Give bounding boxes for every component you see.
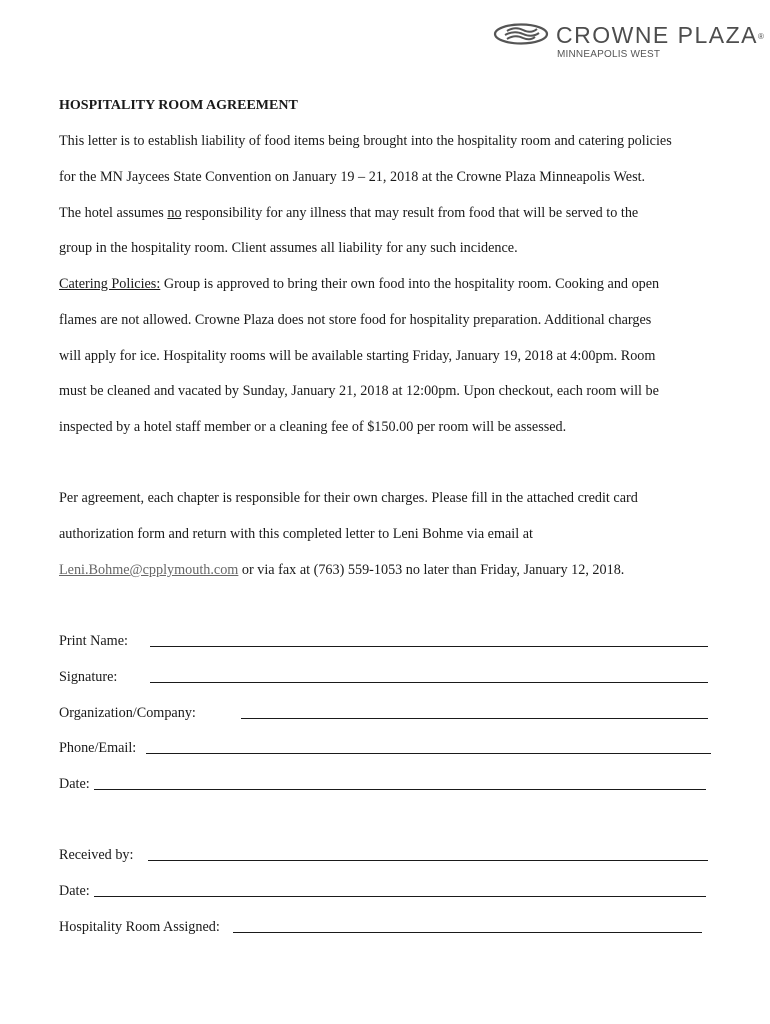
catering-line2: flames are not allowed. Crowne Plaza does not store food for hospitality preparation. Additional charges (59, 312, 652, 328)
email-link[interactable]: Leni.Bohme@cpplymouth.com (59, 562, 239, 578)
logo-brand-name: CROWNE PLAZA® (556, 22, 764, 48)
catering-line3: will apply for ice. Hospitality rooms will be available starting Friday, January 19, 2018 at 4:00pm. Room (59, 348, 656, 364)
phone-email-line[interactable] (146, 753, 711, 754)
crowne-plaza-emblem-icon (493, 23, 549, 45)
paragraph2-line1: The hotel assumes no responsibility for any illness that may result from food that will be served to the (59, 205, 639, 221)
date-label: Date: (59, 776, 90, 792)
room-assigned-line[interactable] (233, 932, 702, 933)
print-name-line[interactable] (150, 646, 708, 647)
signature-label: Signature: (59, 669, 118, 685)
agreement-line1: Per agreement, each chapter is responsible for their own charges. Please fill in the attached credit card (59, 490, 638, 506)
date-line[interactable] (94, 789, 706, 790)
catering-line4: must be cleaned and vacated by Sunday, January 21, 2018 at 12:00pm. Upon checkout, each room will be (59, 383, 659, 399)
print-name-label: Print Name: (59, 633, 128, 649)
agreement-line3: Leni.Bohme@cpplymouth.com or via fax at (763) 559-1053 no later than Friday, January 12, 2018. (59, 562, 625, 578)
received-by-line[interactable] (148, 860, 708, 861)
room-assigned-label: Hospitality Room Assigned: (59, 919, 220, 935)
paragraph1-line2: for the MN Jaycees State Convention on January 19 – 21, 2018 at the Crowne Plaza Minneapolis West. (59, 169, 646, 185)
organization-line[interactable] (241, 718, 708, 719)
document-title: HOSPITALITY ROOM AGREEMENT (59, 98, 298, 113)
catering-line1: Catering Policies: Group is approved to bring their own food into the hospitality room. Cooking and open (59, 276, 660, 292)
date2-line[interactable] (94, 896, 706, 897)
organization-label: Organization/Company: (59, 705, 196, 721)
crowne-plaza-logo (493, 20, 764, 64)
date2-label: Date: (59, 883, 90, 899)
received-by-label: Received by: (59, 847, 134, 863)
catering-policies-label: Catering Policies: (59, 276, 161, 292)
paragraph2-line2: group in the hospitality room. Client assumes all liability for any such incidence. (59, 240, 518, 256)
catering-line5: inspected by a hotel staff member or a cleaning fee of $150.00 per room will be assessed. (59, 419, 567, 435)
paragraph1-line1: This letter is to establish liability of food items being brought into the hospitality room and catering policies (59, 133, 672, 149)
emphasis-no: no (167, 205, 182, 221)
signature-line[interactable] (150, 682, 708, 683)
logo-location: MINNEAPOLIS WEST (557, 49, 661, 60)
agreement-line2: authorization form and return with this completed letter to Leni Bohme via email at (59, 526, 533, 542)
phone-email-label: Phone/Email: (59, 740, 137, 756)
